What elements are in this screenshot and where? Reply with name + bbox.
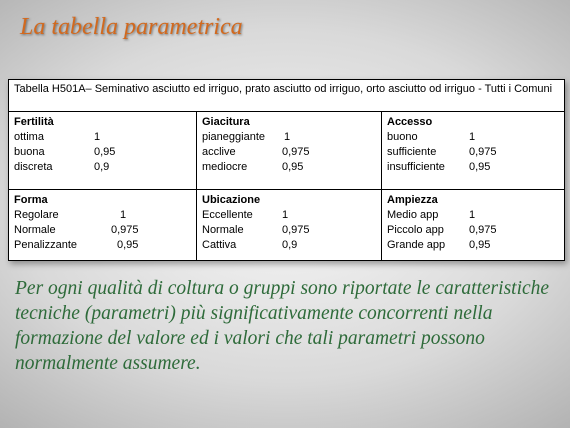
param-label: pianeggiante — [202, 131, 266, 143]
cell-title: Giacitura — [202, 116, 250, 128]
table-row — [387, 130, 559, 145]
table-row — [202, 160, 376, 175]
param-value: 1 — [94, 131, 101, 143]
cell-title: Accesso — [387, 116, 433, 128]
cell-giacitura — [196, 112, 381, 189]
param-label: insufficiente — [387, 161, 445, 173]
param-value: 0,9 — [94, 161, 110, 173]
table-caption: Tabella H501A– Seminativo asciutto ed irriguo, prato asciutto od irriguo, orto asciutto od irriguo - Tutti i Comuni — [9, 80, 564, 112]
param-label: ottima — [14, 131, 44, 143]
param-label: Medio app — [387, 209, 439, 221]
param-value: 0,95 — [469, 239, 491, 251]
param-value: 0,975 — [282, 146, 310, 158]
table-row — [202, 145, 376, 160]
param-value: 0,95 — [117, 239, 139, 251]
cell-title: Forma — [14, 194, 48, 206]
param-label: buono — [387, 131, 418, 143]
param-value: 1 — [120, 209, 127, 221]
description-text: Per ogni qualità di coltura o gruppi sono riportate le caratteristiche tecniche (parametri) più significativamente concorrenti nella formazione del valore ed i valori che tali parametri possono normalmente assumere. — [15, 278, 550, 374]
slide-title: La tabella parametrica — [20, 14, 243, 40]
param-label: Normale — [14, 224, 56, 236]
param-label: Piccolo app — [387, 224, 444, 236]
param-label: acclive — [202, 146, 236, 158]
parametric-table — [8, 79, 565, 261]
param-label: discreta — [14, 161, 53, 173]
param-value: 0,975 — [111, 224, 139, 236]
table-row — [202, 208, 376, 223]
param-value: 1 — [282, 209, 289, 221]
table-row — [14, 223, 191, 238]
param-value: 0,95 — [282, 161, 304, 173]
param-value: 1 — [284, 131, 291, 143]
param-value: 0,975 — [282, 224, 310, 236]
table-row — [14, 208, 191, 223]
param-label: buona — [14, 146, 45, 158]
cell-title: Ubicazione — [202, 194, 261, 206]
table-row — [387, 145, 559, 160]
cell-fertilita — [9, 112, 196, 189]
cell-forma — [9, 189, 196, 260]
param-value: 0,9 — [282, 239, 298, 251]
cell-title: Fertilità — [14, 116, 54, 128]
cell-accesso — [381, 112, 564, 189]
cell-ubicazione — [196, 189, 381, 260]
param-value: 1 — [469, 131, 476, 143]
param-label: mediocre — [202, 161, 248, 173]
table-row — [14, 130, 191, 145]
table-row — [14, 160, 191, 175]
param-label: Normale — [202, 224, 244, 236]
param-value: 0,95 — [94, 146, 116, 158]
param-value: 1 — [469, 209, 476, 221]
param-label: sufficiente — [387, 146, 437, 158]
param-label: Penalizzante — [14, 239, 77, 251]
table-row — [387, 208, 559, 223]
table-row — [14, 145, 191, 160]
param-value: 0,975 — [469, 224, 497, 236]
param-value: 0,975 — [469, 146, 497, 158]
table-row — [202, 238, 376, 253]
param-value: 0,95 — [469, 161, 491, 173]
table-row — [387, 160, 559, 175]
table-row — [202, 223, 376, 238]
table-row — [387, 238, 559, 253]
param-label: Grande app — [387, 239, 446, 251]
param-label: Eccellente — [202, 209, 253, 221]
param-label: Regolare — [14, 209, 59, 221]
table-row — [202, 130, 376, 145]
table-row — [14, 238, 191, 253]
cell-ampiezza — [381, 189, 564, 260]
cell-title: Ampiezza — [387, 194, 438, 206]
table-row — [387, 223, 559, 238]
param-label: Cattiva — [202, 239, 237, 251]
